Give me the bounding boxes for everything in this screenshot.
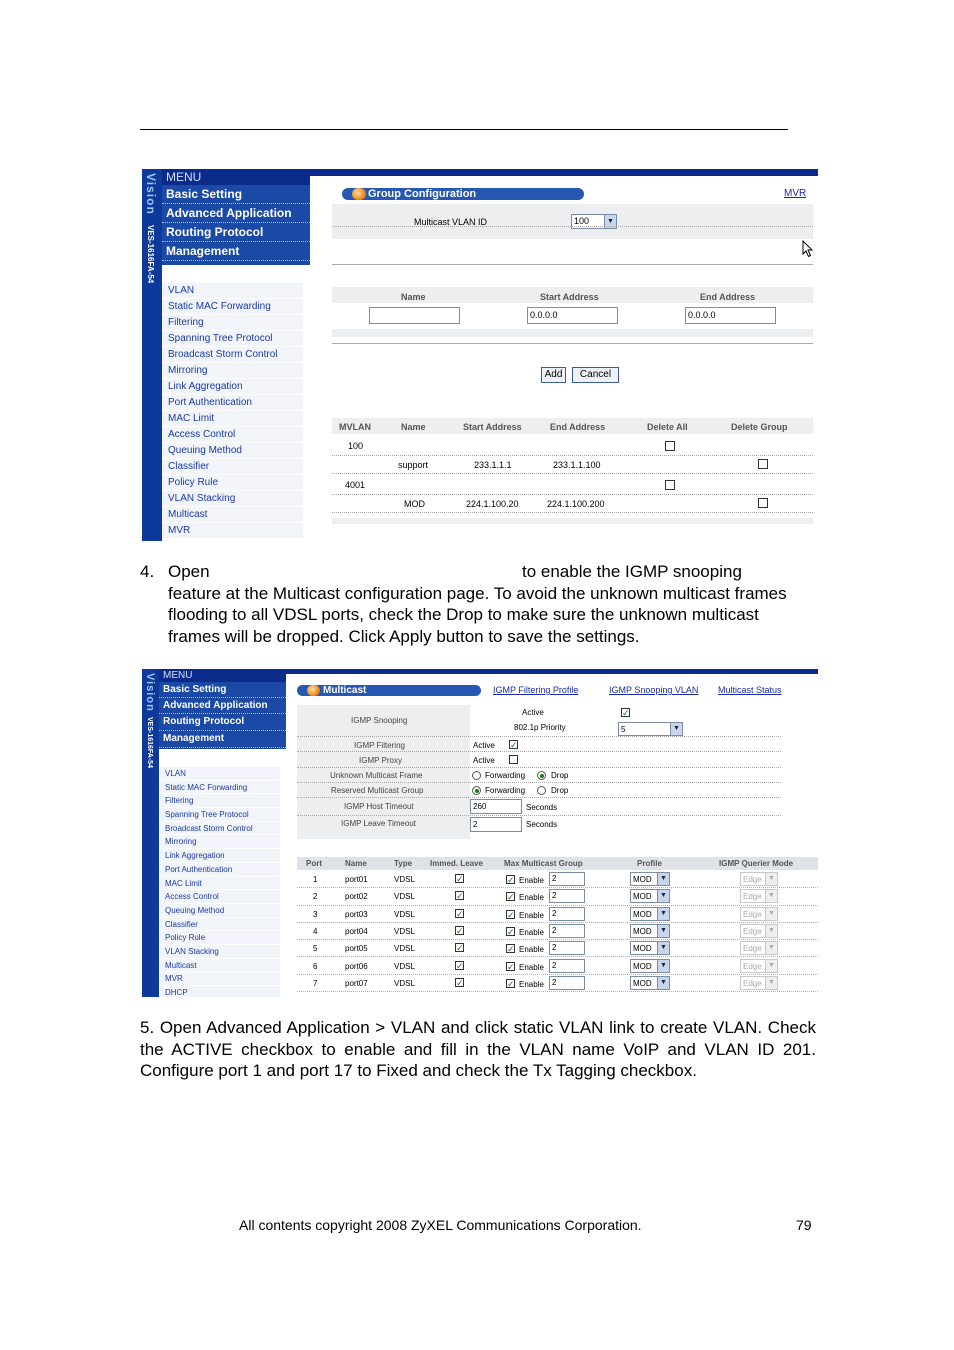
profile-value: MOD — [633, 961, 652, 971]
row-start: 224.1.100.20 — [466, 499, 519, 509]
proxy-active-checkbox[interactable] — [509, 755, 518, 764]
chevron-down-icon: ▼ — [765, 908, 777, 920]
sub-link-aggregation[interactable]: Link Aggregation — [162, 379, 303, 395]
menu-management[interactable]: Management — [159, 731, 286, 748]
querier-value: Edge — [743, 892, 762, 902]
chevron-down-icon: ▼ — [604, 215, 616, 228]
sub-filtering[interactable]: Filtering — [159, 794, 280, 808]
sub-multicast[interactable]: Multicast — [162, 507, 303, 523]
profile-select[interactable] — [630, 924, 670, 938]
group-table — [332, 418, 813, 524]
sub-queuing-method[interactable]: Queuing Method — [159, 904, 280, 918]
max-group-enable-checkbox[interactable]: ✓ — [507, 926, 515, 937]
sub-static-mac[interactable]: Static MAC Forwarding — [162, 299, 303, 315]
priority-value: 5 — [621, 725, 626, 734]
chevron-down-icon: ▼ — [657, 908, 669, 920]
brand-strip — [142, 169, 162, 541]
port-row — [297, 975, 818, 992]
sub-mvr[interactable]: MVR — [162, 523, 303, 539]
sub-access-control[interactable]: Access Control — [162, 427, 303, 443]
main-menu — [159, 669, 286, 749]
igmp-snooping-label: IGMP Snooping — [351, 716, 408, 725]
multicast-screenshot — [142, 669, 818, 997]
sub-vlan[interactable]: VLAN — [159, 767, 280, 781]
port-row — [297, 906, 818, 923]
immed-leave-checkbox[interactable]: ✓ — [456, 977, 464, 988]
port-number: 5 — [313, 944, 318, 954]
querier-value: Edge — [743, 926, 762, 936]
menu-routing-protocol[interactable]: Routing Protocol — [159, 714, 286, 731]
max-group-input[interactable]: 2 — [549, 889, 585, 903]
igmp-proxy-label: IGMP Proxy — [359, 756, 402, 765]
max-group-input[interactable]: 2 — [549, 872, 585, 886]
profile-select[interactable] — [630, 889, 670, 903]
sub-policy-rule[interactable]: Policy Rule — [162, 475, 303, 491]
th-name: Name — [345, 859, 367, 868]
group-configuration-title — [342, 188, 584, 200]
sub-vlan[interactable]: VLAN — [162, 283, 303, 299]
th-immed-leave: Immed. Leave — [430, 859, 483, 868]
brand-label: Vision — [144, 673, 156, 712]
profile-select[interactable] — [630, 941, 670, 955]
delete-all-checkbox[interactable] — [665, 480, 675, 490]
max-group-enable-checkbox[interactable]: ✓ — [507, 961, 515, 972]
querier-value: Edge — [743, 909, 762, 919]
form-header-start: Start Address — [540, 292, 599, 302]
querier-mode-select[interactable] — [740, 889, 778, 903]
max-group-enable-checkbox[interactable]: ✓ — [507, 875, 515, 885]
port-number: 4 — [313, 926, 318, 936]
port-number: 6 — [313, 961, 318, 971]
profile-select[interactable] — [630, 959, 670, 973]
chevron-down-icon: ▼ — [657, 890, 669, 902]
multicast-title — [297, 685, 481, 696]
menu-advanced-application[interactable]: Advanced Application — [159, 698, 286, 714]
divider — [332, 512, 813, 513]
th-profile: Profile — [637, 859, 662, 868]
delete-group-checkbox[interactable] — [758, 459, 768, 469]
header-rule — [140, 129, 788, 130]
port-table-header — [297, 857, 818, 870]
reserved-forwarding-label: Forwarding — [485, 786, 526, 795]
step4-open: Open — [168, 562, 210, 581]
divider — [332, 226, 813, 227]
reserved-forwarding-radio[interactable] — [472, 786, 481, 795]
th-name: Name — [401, 422, 426, 432]
unknown-drop-radio[interactable] — [537, 771, 546, 780]
port-type: VDSL — [394, 892, 415, 902]
sub-mac-limit[interactable]: MAC Limit — [162, 411, 303, 427]
sub-mirroring[interactable]: Mirroring — [159, 835, 280, 849]
port-row — [297, 940, 818, 957]
immed-leave-checkbox[interactable]: ✓ — [456, 960, 464, 971]
reserved-drop-label: Drop — [551, 786, 569, 795]
th-port: Port — [306, 859, 322, 868]
chevron-down-icon: ▼ — [657, 942, 669, 954]
divider — [297, 736, 781, 737]
row-end: 233.1.1.100 — [553, 460, 601, 470]
profile-value: MOD — [633, 978, 652, 988]
profile-value: MOD — [633, 875, 652, 884]
enable-label: Enable — [519, 893, 544, 903]
step4-line1-end: to enable the IGMP snooping — [522, 562, 742, 581]
multicast-status-link[interactable]: Multicast Status — [718, 685, 782, 695]
th-delete-all: Delete All — [647, 422, 688, 432]
divider — [297, 751, 781, 752]
delete-all-checkbox[interactable] — [665, 441, 675, 451]
unknown-forwarding-radio[interactable] — [472, 771, 481, 780]
querier-mode-select[interactable] — [740, 872, 778, 886]
submenu — [159, 767, 280, 997]
main-menu — [162, 169, 310, 265]
querier-mode-select[interactable] — [740, 959, 778, 973]
priority-label: 802.1p Priority — [514, 723, 566, 732]
profile-value: MOD — [633, 892, 652, 902]
sub-port-authentication[interactable]: Port Authentication — [159, 863, 280, 877]
profile-value: MOD — [633, 926, 652, 936]
enable-label: Enable — [519, 962, 544, 972]
max-group-input[interactable]: 2 — [549, 976, 585, 990]
port-type: VDSL — [394, 944, 415, 954]
querier-mode-select[interactable] — [740, 907, 778, 921]
max-group-enable-checkbox[interactable]: ✓ — [507, 978, 515, 989]
group-configuration-screenshot — [142, 169, 818, 541]
divider — [297, 815, 781, 816]
sub-broadcast-storm[interactable]: Broadcast Storm Control — [159, 822, 280, 836]
divider — [332, 494, 813, 495]
max-group-input[interactable]: 2 — [549, 959, 585, 973]
th-querier: IGMP Querier Mode — [719, 859, 794, 868]
form-header-end: End Address — [700, 292, 756, 302]
chevron-down-icon: ▼ — [765, 960, 777, 972]
row-mvlan: 4001 — [345, 480, 366, 490]
port-row — [297, 871, 818, 888]
immed-leave-checkbox[interactable]: ✓ — [456, 925, 464, 936]
port-row — [297, 923, 818, 940]
sub-multicast[interactable]: Multicast — [159, 959, 280, 973]
port-name: port06 — [345, 961, 368, 971]
th-end: End Address — [550, 422, 606, 432]
sub-classifier[interactable]: Classifier — [159, 918, 280, 932]
port-name: port01 — [345, 875, 368, 884]
igmp-filtering-profile-link[interactable]: IGMP Filtering Profile — [493, 685, 579, 695]
th-mvlan: MVLAN — [339, 422, 371, 432]
page-number: 79 — [796, 1217, 812, 1233]
group-name-input[interactable] — [369, 307, 460, 324]
filtering-active-label: Active — [473, 741, 495, 750]
title-text: Group Configuration — [368, 188, 477, 200]
querier-value: Edge — [743, 944, 762, 954]
immed-leave-checkbox[interactable]: ✓ — [456, 943, 464, 954]
enable-label: Enable — [519, 945, 544, 955]
leave-timeout-label: IGMP Leave Timeout — [341, 819, 416, 828]
igmp-filtering-label: IGMP Filtering — [354, 741, 405, 750]
port-type: VDSL — [394, 926, 415, 936]
profile-select[interactable] — [630, 976, 670, 990]
sub-stp[interactable]: Spanning Tree Protocol — [159, 808, 280, 822]
port-type: VDSL — [394, 875, 415, 884]
model-label: VES-1616FA-54 — [146, 225, 155, 284]
querier-mode-select[interactable] — [740, 976, 778, 990]
delete-group-checkbox[interactable] — [758, 498, 768, 508]
chevron-down-icon: ▼ — [670, 723, 682, 735]
max-group-input[interactable]: 2 — [549, 941, 585, 955]
immed-leave-checkbox[interactable]: ✓ — [456, 908, 464, 919]
port-table — [297, 857, 818, 997]
title-orb-icon — [307, 685, 320, 696]
port-name: port05 — [345, 944, 368, 954]
add-button[interactable]: Add — [541, 367, 566, 383]
port-number: 3 — [313, 909, 318, 919]
sub-link-aggregation[interactable]: Link Aggregation — [159, 849, 280, 863]
leave-seconds-label: Seconds — [526, 820, 558, 829]
brand-label: Vision — [144, 173, 158, 215]
sub-port-authentication[interactable]: Port Authentication — [162, 395, 303, 411]
port-name: port03 — [345, 909, 368, 919]
chevron-down-icon: ▼ — [657, 960, 669, 972]
enable-label: Enable — [519, 910, 544, 920]
end-address-input[interactable]: 0.0.0.0 — [685, 307, 776, 324]
model-label: VES-1616FA-54 — [146, 717, 153, 768]
sub-vlan-stacking[interactable]: VLAN Stacking — [162, 491, 303, 507]
row-mvlan: 100 — [348, 441, 364, 451]
sub-mac-limit[interactable]: MAC Limit — [159, 877, 280, 891]
divider — [297, 797, 781, 798]
divider — [332, 264, 813, 265]
footer-copyright: All contents copyright 2008 ZyXEL Communications Corporation. — [239, 1217, 642, 1233]
querier-mode-select[interactable] — [740, 941, 778, 955]
menu-basic-setting[interactable]: Basic Setting — [159, 682, 286, 698]
max-group-input[interactable]: 2 — [549, 907, 585, 921]
leave-timeout-input[interactable]: 2 — [470, 817, 522, 832]
max-group-enable-checkbox[interactable]: ✓ — [507, 892, 515, 903]
host-timeout-input[interactable]: 260 — [470, 799, 522, 814]
th-start: Start Address — [463, 422, 522, 432]
port-name: port02 — [345, 892, 368, 902]
chevron-down-icon: ▼ — [765, 977, 777, 989]
divider — [332, 473, 813, 474]
sub-filtering[interactable]: Filtering — [162, 315, 303, 331]
max-group-enable-checkbox[interactable]: ✓ — [507, 944, 515, 955]
table-body — [332, 434, 813, 518]
proxy-active-label: Active — [473, 756, 495, 765]
sub-stp[interactable]: Spanning Tree Protocol — [162, 331, 303, 347]
th-max-group: Max Multicast Group — [504, 859, 583, 868]
group-form-panel — [332, 287, 813, 337]
unknown-drop-label: Drop — [551, 771, 569, 780]
profile-select[interactable] — [630, 872, 670, 886]
profile-select[interactable] — [630, 907, 670, 921]
sub-mirroring[interactable]: Mirroring — [162, 363, 303, 379]
unknown-forwarding-label: Forwarding — [485, 771, 526, 780]
start-address-input[interactable]: 0.0.0.0 — [527, 307, 618, 324]
menu-advanced-application[interactable]: Advanced Application — [162, 204, 310, 223]
chevron-down-icon: ▼ — [657, 925, 669, 937]
divider — [332, 455, 813, 456]
immed-leave-checkbox[interactable]: ✓ — [456, 891, 464, 902]
port-name: port07 — [345, 978, 368, 988]
port-number: 1 — [313, 875, 318, 884]
menu-management[interactable]: Management — [162, 242, 310, 261]
port-number: 7 — [313, 978, 318, 988]
reserved-multicast-label: Reserved Multicast Group — [331, 786, 424, 795]
vlan-id-panel — [332, 204, 813, 239]
filtering-active-checkbox[interactable]: ✓ — [510, 740, 518, 750]
menu-basic-setting[interactable]: Basic Setting — [162, 185, 310, 204]
priority-select[interactable] — [618, 722, 683, 736]
row-name: support — [398, 460, 429, 470]
enable-label: Enable — [519, 927, 544, 937]
sub-static-mac[interactable]: Static MAC Forwarding — [159, 781, 280, 795]
divider — [297, 767, 781, 768]
chevron-down-icon: ▼ — [765, 942, 777, 954]
sub-policy-rule[interactable]: Policy Rule — [159, 931, 280, 945]
row-start: 233.1.1.1 — [474, 460, 512, 470]
port-type: VDSL — [394, 961, 415, 971]
immed-leave-checkbox[interactable]: ✓ — [456, 874, 464, 884]
querier-value: Edge — [743, 875, 762, 884]
enable-label: Enable — [519, 979, 544, 989]
host-timeout-label: IGMP Host Timeout — [344, 802, 414, 811]
max-group-input[interactable]: 2 — [549, 924, 585, 938]
form-header-name: Name — [401, 292, 426, 302]
reserved-drop-radio[interactable] — [537, 786, 546, 795]
step4-number: 4. — [140, 562, 155, 581]
querier-value: Edge — [743, 978, 762, 988]
querier-mode-select[interactable] — [740, 924, 778, 938]
snooping-active-checkbox[interactable]: ✓ — [622, 708, 630, 718]
divider — [297, 782, 781, 783]
enable-label: Enable — [519, 876, 544, 885]
title-orb-icon — [352, 188, 366, 200]
vlan-id-value: 100 — [574, 216, 590, 226]
chevron-down-icon: ▼ — [657, 873, 669, 885]
row-name: MOD — [404, 499, 425, 509]
port-number: 2 — [313, 892, 318, 902]
sub-dhcp[interactable]: DHCP — [159, 986, 280, 997]
mouse-cursor-icon — [802, 240, 814, 258]
chevron-down-icon: ▼ — [765, 873, 777, 885]
snooping-active-label: Active — [522, 708, 544, 717]
form-input-row — [332, 303, 813, 329]
th-type: Type — [394, 859, 413, 868]
unknown-multicast-label: Unknown Multicast Frame — [330, 771, 423, 780]
sub-queuing-method[interactable]: Queuing Method — [162, 443, 303, 459]
cancel-button[interactable]: Cancel — [572, 367, 619, 383]
chevron-down-icon: ▼ — [765, 890, 777, 902]
divider — [332, 343, 813, 344]
port-type: VDSL — [394, 909, 415, 919]
submenu — [162, 283, 303, 539]
igmp-snooping-vlan-link[interactable]: IGMP Snooping VLAN — [609, 685, 699, 695]
port-row — [297, 958, 818, 975]
row-end: 224.1.100.200 — [547, 499, 605, 509]
sub-broadcast-storm[interactable]: Broadcast Storm Control — [162, 347, 303, 363]
port-type: VDSL — [394, 978, 415, 988]
th-delete-group: Delete Group — [731, 422, 788, 432]
sub-vlan-stacking[interactable]: VLAN Stacking — [159, 945, 280, 959]
max-group-enable-checkbox[interactable]: ✓ — [507, 909, 515, 920]
igmp-settings-panel — [297, 705, 781, 839]
vlan-id-label: Multicast VLAN ID — [414, 217, 488, 227]
sub-mvr[interactable]: MVR — [159, 972, 280, 986]
menu-routing-protocol[interactable]: Routing Protocol — [162, 223, 310, 242]
step4-rest: feature at the Multicast configuration page. To avoid the unknown multicast frames flooding to all VDSL ports, check the Drop to make sure the unknown multicast frames will be dropped. Click Apply button to save the settings. — [168, 583, 787, 646]
brand-strip — [142, 669, 159, 997]
host-seconds-label: Seconds — [526, 803, 558, 812]
mvr-link[interactable]: MVR — [784, 188, 807, 199]
port-row — [297, 888, 818, 905]
port-name: port04 — [345, 926, 368, 936]
step5-paragraph: 5. Open Advanced Application > VLAN and click static VLAN link to create VLAN. Check the ACTIVE checkbox to enable and fill in the VLAN name VoIP and VLAN ID 201. Configure port 1 and port 17 to Fixed and check the Tx Tagging checkbox. — [140, 1018, 816, 1080]
menu-title: MENU — [159, 669, 286, 682]
title-text: Multicast — [323, 685, 367, 696]
menu-title: MENU — [162, 169, 310, 185]
sub-classifier[interactable]: Classifier — [162, 459, 303, 475]
profile-value: MOD — [633, 944, 652, 954]
querier-value: Edge — [743, 961, 762, 971]
profile-value: MOD — [633, 909, 652, 919]
sub-access-control[interactable]: Access Control — [159, 890, 280, 904]
chevron-down-icon: ▼ — [765, 925, 777, 937]
chevron-down-icon: ▼ — [657, 977, 669, 989]
